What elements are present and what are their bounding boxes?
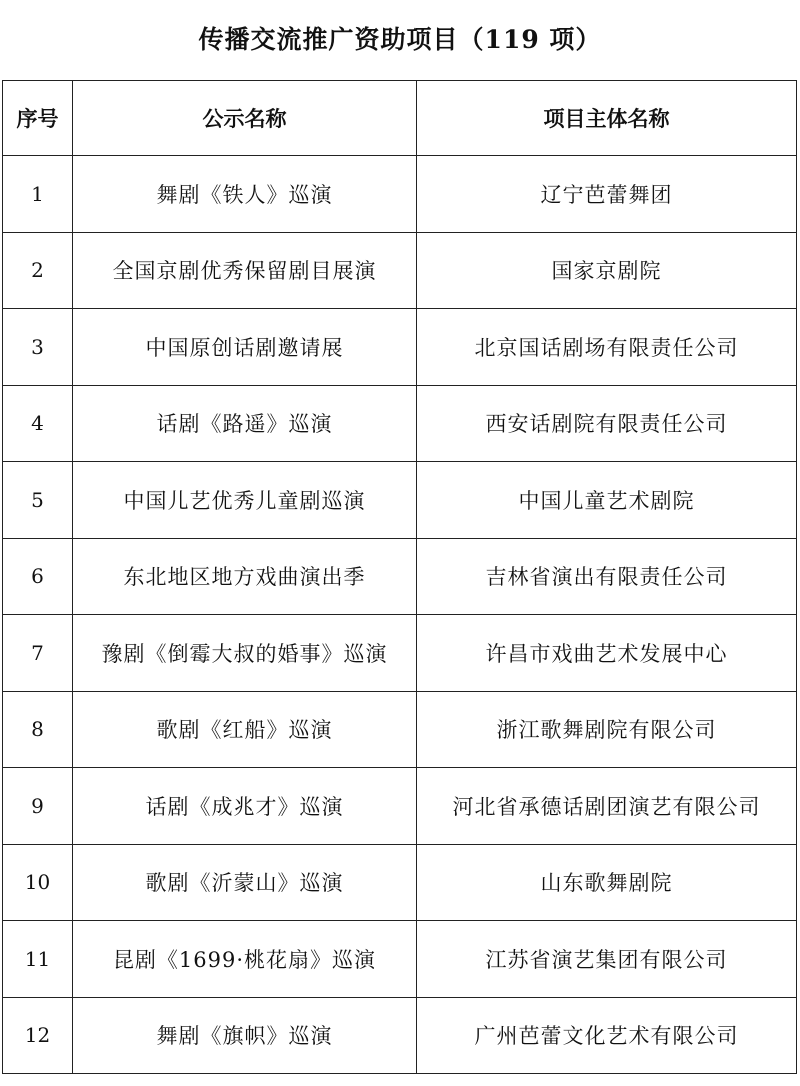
row-number: 4 xyxy=(3,385,73,462)
row-number: 12 xyxy=(3,997,73,1074)
organization-name: 北京国话剧场有限责任公司 xyxy=(417,309,797,386)
row-number: 7 xyxy=(3,615,73,692)
organization-name: 辽宁芭蕾舞团 xyxy=(417,156,797,233)
organization-name: 许昌市戏曲艺术发展中心 xyxy=(417,615,797,692)
table-row xyxy=(3,691,797,768)
row-number: 8 xyxy=(3,691,73,768)
row-number: 1 xyxy=(3,156,73,233)
table-row xyxy=(3,615,797,692)
table-row xyxy=(3,232,797,309)
organization-name: 山东歌舞剧院 xyxy=(417,844,797,921)
organization-name: 中国儿童艺术剧院 xyxy=(417,462,797,539)
page-title: 传播交流推广资助项目（119 项） xyxy=(198,25,602,54)
row-number: 10 xyxy=(3,844,73,921)
project-name: 东北地区地方戏曲演出季 xyxy=(73,538,417,615)
project-name: 歌剧《红船》巡演 xyxy=(73,691,417,768)
project-name: 全国京剧优秀保留剧目展演 xyxy=(73,232,417,309)
table-row xyxy=(3,156,797,233)
project-name: 舞剧《旗帜》巡演 xyxy=(73,997,417,1074)
table-header-row xyxy=(3,81,797,156)
column-header-organization: 项目主体名称 xyxy=(417,81,797,156)
table-row xyxy=(3,768,797,845)
table-row xyxy=(3,538,797,615)
table-row xyxy=(3,385,797,462)
row-number: 9 xyxy=(3,768,73,845)
project-name: 舞剧《铁人》巡演 xyxy=(73,156,417,233)
table-row xyxy=(3,462,797,539)
table-row xyxy=(3,997,797,1074)
organization-name: 广州芭蕾文化艺术有限公司 xyxy=(417,997,797,1074)
project-name: 豫剧《倒霉大叔的婚事》巡演 xyxy=(73,615,417,692)
project-name: 话剧《路遥》巡演 xyxy=(73,385,417,462)
organization-name: 河北省承德话剧团演艺有限公司 xyxy=(417,768,797,845)
project-name: 中国儿艺优秀儿童剧巡演 xyxy=(73,462,417,539)
column-header-no: 序号 xyxy=(3,81,73,156)
project-name: 话剧《成兆才》巡演 xyxy=(73,768,417,845)
table-row xyxy=(3,844,797,921)
column-header-project-name: 公示名称 xyxy=(73,81,417,156)
row-number: 3 xyxy=(3,309,73,386)
row-number: 5 xyxy=(3,462,73,539)
organization-name: 江苏省演艺集团有限公司 xyxy=(417,921,797,998)
row-number: 11 xyxy=(3,921,73,998)
table-row xyxy=(3,921,797,998)
grant-projects-table xyxy=(2,80,797,1074)
table-row xyxy=(3,309,797,386)
organization-name: 浙江歌舞剧院有限公司 xyxy=(417,691,797,768)
project-name: 歌剧《沂蒙山》巡演 xyxy=(73,844,417,921)
organization-name: 西安话剧院有限责任公司 xyxy=(417,385,797,462)
organization-name: 国家京剧院 xyxy=(417,232,797,309)
project-name: 中国原创话剧邀请展 xyxy=(73,309,417,386)
project-name: 昆剧《1699·桃花扇》巡演 xyxy=(73,921,417,998)
row-number: 6 xyxy=(3,538,73,615)
organization-name: 吉林省演出有限责任公司 xyxy=(417,538,797,615)
row-number: 2 xyxy=(3,232,73,309)
